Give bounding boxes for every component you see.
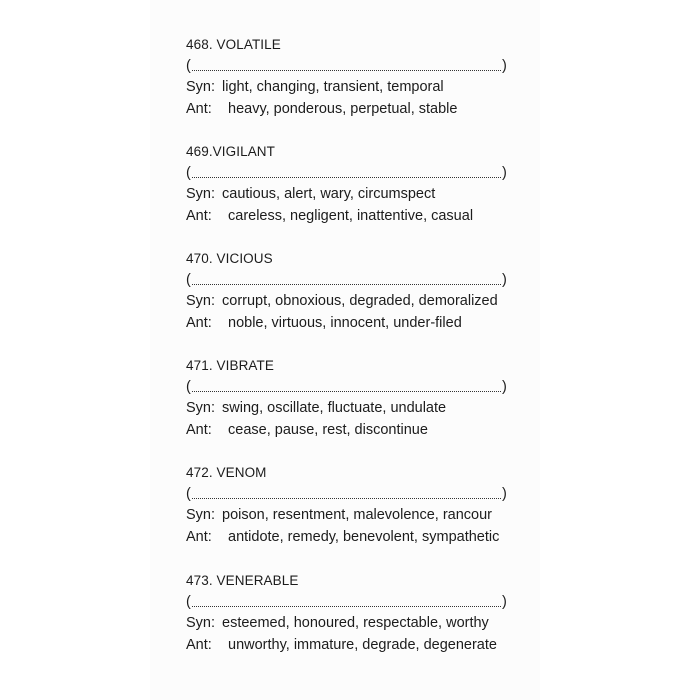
blank-close-paren: ) <box>502 271 507 288</box>
entry-headword: 472. VENOM <box>186 465 267 480</box>
ant-label: Ant: <box>186 421 212 438</box>
synonyms-line <box>186 77 546 99</box>
ant-label: Ant: <box>186 314 212 331</box>
synonyms-line <box>186 505 546 527</box>
synonyms-line <box>186 184 546 206</box>
vocab-entry <box>186 248 546 334</box>
syn-label: Syn: <box>186 293 216 309</box>
blank-open-paren: ( <box>186 378 191 395</box>
synonyms-text: corrupt, obnoxious, degraded, demoralized <box>222 293 498 309</box>
entry-headword: 470. VICIOUS <box>186 251 273 266</box>
vocab-entry <box>186 570 546 656</box>
ant-label: Ant: <box>186 100 212 117</box>
antonyms-line <box>186 527 546 549</box>
answer-blank <box>186 377 508 399</box>
vocab-entry <box>186 462 546 548</box>
blank-open-paren: ( <box>186 485 191 502</box>
synonyms-text: light, changing, transient, temporal <box>222 79 444 95</box>
dotted-line <box>192 498 501 499</box>
dotted-line <box>192 606 501 607</box>
vocab-entry <box>186 355 546 441</box>
syn-label: Syn: <box>186 186 216 202</box>
antonyms-line <box>186 635 546 657</box>
synonyms-line <box>186 291 546 313</box>
ant-label: Ant: <box>186 207 212 224</box>
antonyms-text: heavy, ponderous, perpetual, stable <box>228 100 458 117</box>
antonyms-line <box>186 313 546 335</box>
entry-headword: 473. VENERABLE <box>186 573 299 588</box>
answer-blank <box>186 56 508 78</box>
antonyms-text: careless, negligent, inattentive, casual <box>228 207 474 224</box>
synonyms-text: swing, oscillate, fluctuate, undulate <box>222 400 447 416</box>
blank-close-paren: ) <box>502 485 507 502</box>
entry-headword: 469.VIGILANT <box>186 144 275 159</box>
ant-label: Ant: <box>186 636 212 653</box>
antonyms-line <box>186 420 546 442</box>
antonyms-text: noble, virtuous, innocent, under-filed <box>228 314 462 331</box>
entry-headword: 468. VOLATILE <box>186 37 281 52</box>
dotted-line <box>192 284 501 285</box>
syn-label: Syn: <box>186 615 216 631</box>
blank-close-paren: ) <box>502 378 507 395</box>
synonyms-line <box>186 398 546 420</box>
vocab-entry <box>186 34 546 120</box>
vocab-entry <box>186 141 546 227</box>
antonyms-line <box>186 206 546 228</box>
syn-label: Syn: <box>186 79 216 95</box>
ant-label: Ant: <box>186 528 212 545</box>
dotted-line <box>192 70 501 71</box>
blank-open-paren: ( <box>186 593 191 610</box>
dotted-line <box>192 177 501 178</box>
blank-open-paren: ( <box>186 164 191 181</box>
antonyms-line <box>186 99 546 121</box>
synonyms-text: cautious, alert, wary, circumspect <box>222 186 436 202</box>
antonyms-text: cease, pause, rest, discontinue <box>228 421 428 438</box>
blank-open-paren: ( <box>186 271 191 288</box>
answer-blank <box>186 163 508 185</box>
answer-blank <box>186 592 508 614</box>
blank-close-paren: ) <box>502 593 507 610</box>
dotted-line <box>192 391 501 392</box>
blank-close-paren: ) <box>502 164 507 181</box>
antonyms-text: unworthy, immature, degrade, degenerate <box>228 636 497 653</box>
blank-close-paren: ) <box>502 57 507 74</box>
blank-open-paren: ( <box>186 57 191 74</box>
syn-label: Syn: <box>186 507 216 523</box>
syn-label: Syn: <box>186 400 216 416</box>
antonyms-text: antidote, remedy, benevolent, sympathetic <box>228 528 500 545</box>
answer-blank <box>186 270 508 292</box>
synonyms-text: poison, resentment, malevolence, rancour <box>222 507 493 523</box>
entry-headword: 471. VIBRATE <box>186 358 274 373</box>
synonyms-line <box>186 613 546 635</box>
synonyms-text: esteemed, honoured, respectable, worthy <box>222 615 489 631</box>
answer-blank <box>186 484 508 506</box>
